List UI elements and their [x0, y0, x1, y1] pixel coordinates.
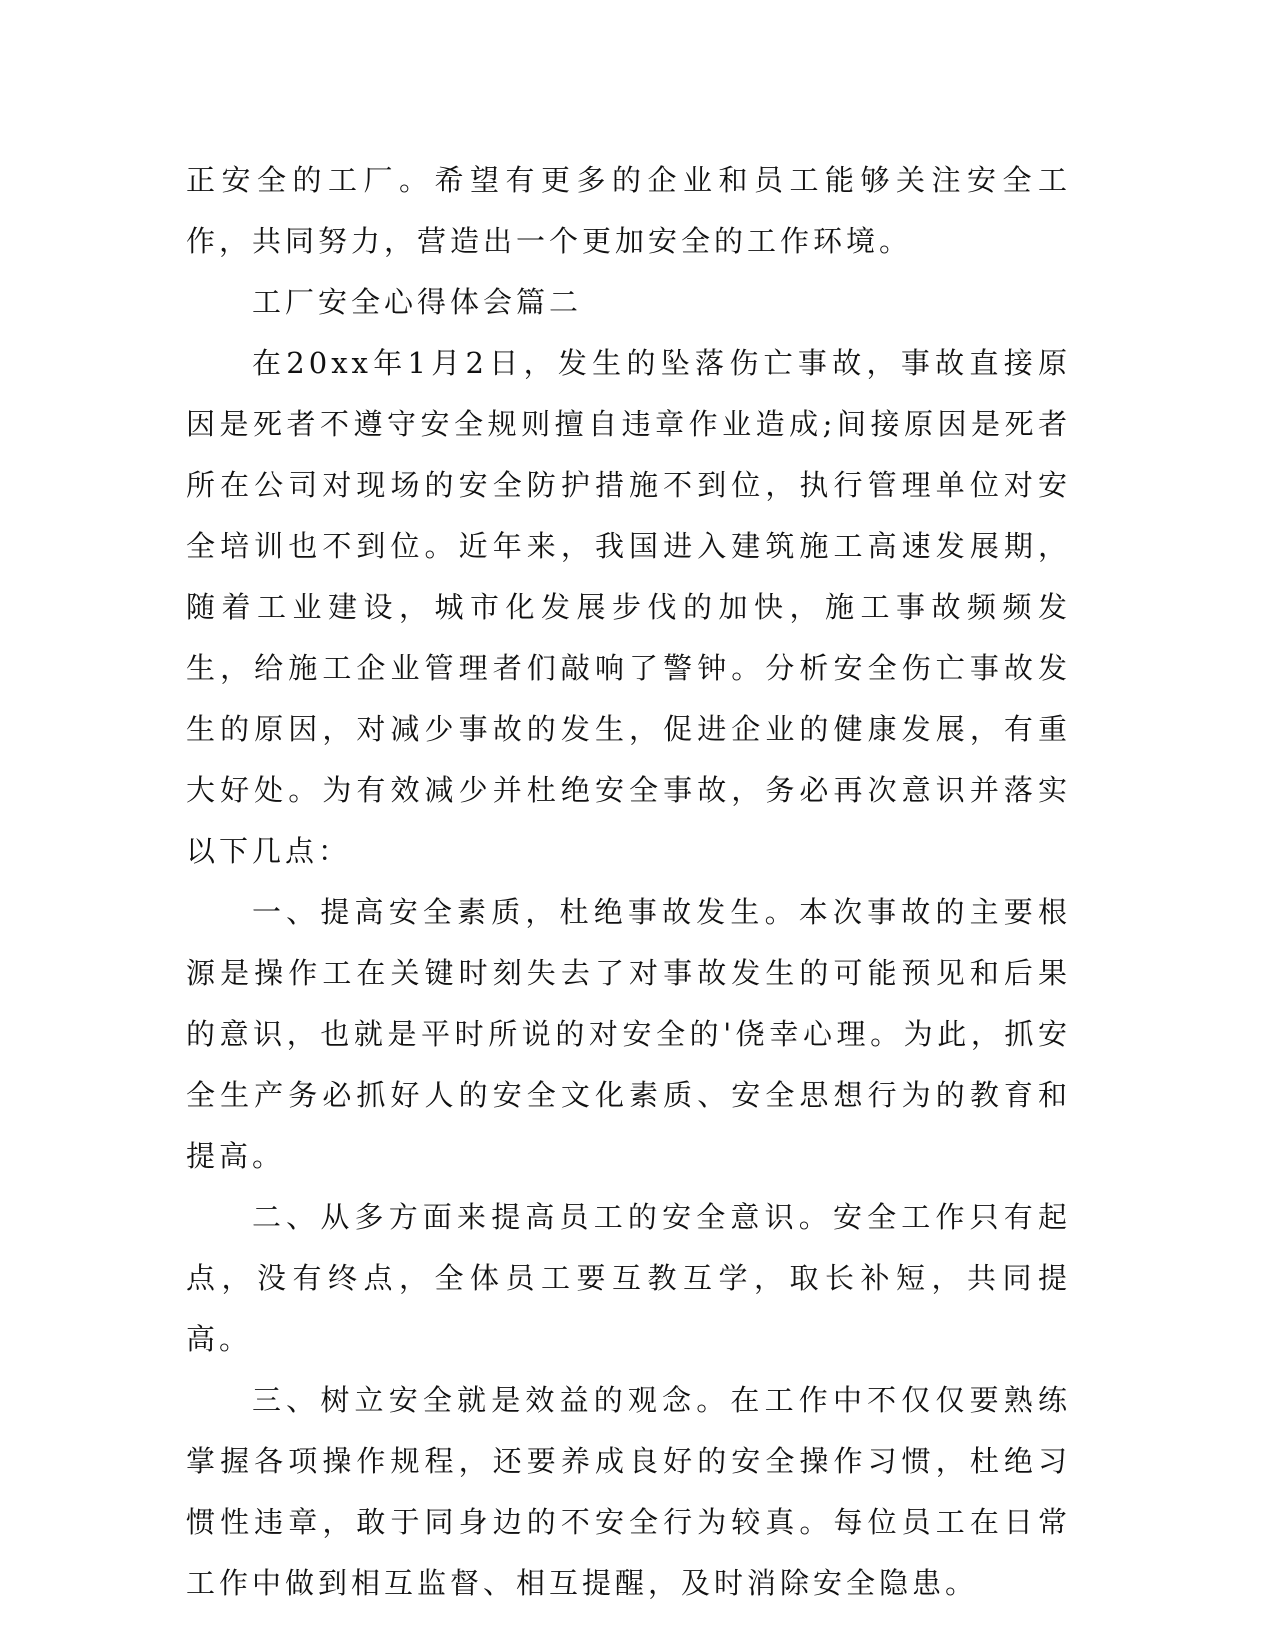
paragraph-closing: 正安全的工厂。希望有更多的企业和员工能够关注安全工作，共同努力，营造出一个更加安全的工作环境。	[186, 163, 1071, 258]
paragraph-incident: 在20xx年1月2日，发生的坠落伤亡事故，事故直接原因是死者不遵守安全规则擅自违章作业造成;间接原因是死者所在公司对现场的安全防护措施不到位，执行管理单位对安全培训也不到位。近年来，我国进入建筑施工高速发展期，随着工业建设，城市化发展步伐的加快，施工事故频频发生，给施工企业管理者们敲响了警钟。分析安全伤亡事故发生的原因，对减少事故的发生，促进企业的健康发展，有重大好处。为有效减少并杜绝安全事故，务必再次意识并落实以下几点：	[186, 346, 1071, 868]
section-heading: 工厂安全心得体会篇二	[252, 285, 583, 319]
document-body	[186, 150, 1071, 1614]
paragraph-point-one: 一、提高安全素质，杜绝事故发生。本次事故的主要根源是操作工在关键时刻失去了对事故发生的可能预见和后果的意识，也就是平时所说的对安全的'侥幸心理。为此，抓安全生产务必抓好人的安全文化素质、安全思想行为的教育和提高。	[186, 895, 1071, 1173]
paragraph-point-two: 二、从多方面来提高员工的安全意识。安全工作只有起点，没有终点，全体员工要互教互学，取长补短，共同提高。	[186, 1200, 1071, 1356]
paragraph-point-three: 三、树立安全就是效益的观念。在工作中不仅仅要熟练掌握各项操作规程，还要养成良好的安全操作习惯，杜绝习惯性违章，敢于同身边的不安全行为较真。每位员工在日常工作中做到相互监督、相互提醒，及时消除安全隐患。	[186, 1383, 1071, 1600]
